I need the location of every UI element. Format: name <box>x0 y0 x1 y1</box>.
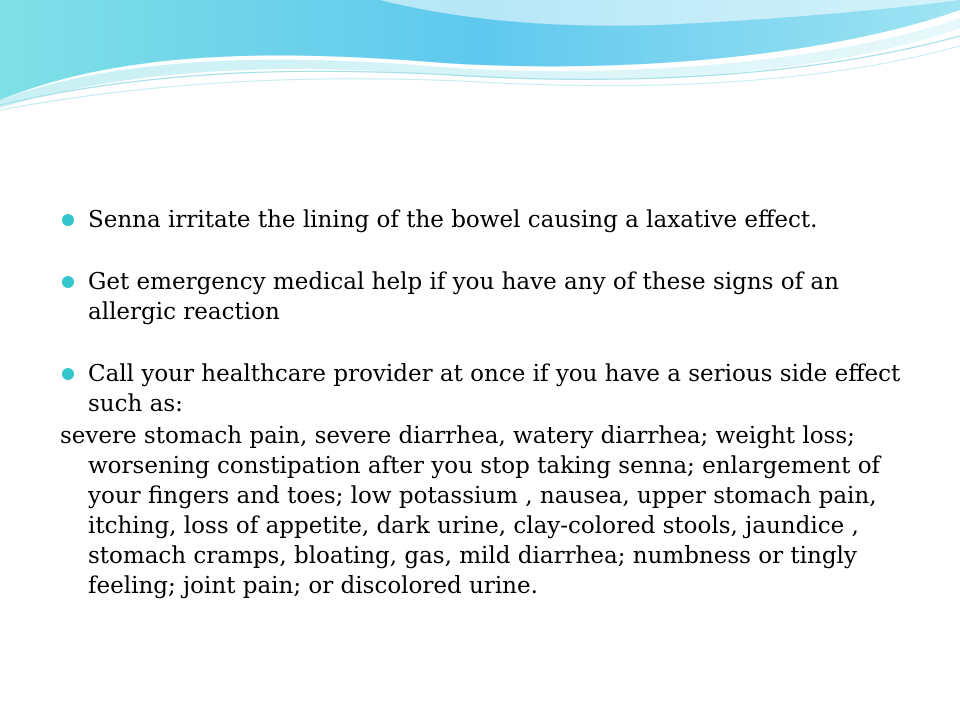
bullet-item <box>60 359 910 419</box>
bullet-text: Call your healthcare provider at once if you have a serious side effect such as: <box>88 361 901 417</box>
slide-body <box>60 205 910 601</box>
bullet-dot-icon <box>62 214 74 226</box>
bullet-text: Senna irritate the lining of the bowel causing a laxative effect. <box>88 207 818 233</box>
bullet-dot-icon <box>62 276 74 288</box>
header-wave-decoration <box>0 0 960 130</box>
bullet-item <box>60 205 910 235</box>
bullet-dot-icon <box>62 368 74 380</box>
bullet-text: Get emergency medical help if you have any of these signs of an allergic reaction <box>88 269 839 325</box>
bullet-item <box>60 267 910 327</box>
side-effects-paragraph: severe stomach pain, severe diarrhea, watery diarrhea; weight loss; worsening constipation after you stop taking senna; enlargement of your fingers and toes; low potassium , nausea, upper stomach pain, itching, loss of appetite, dark urine, clay-colored stools, jaundice , stomach cramps, bloating, gas, mild diarrhea; numbness or tingly feeling; joint pain; or discolored urine. <box>60 423 881 599</box>
